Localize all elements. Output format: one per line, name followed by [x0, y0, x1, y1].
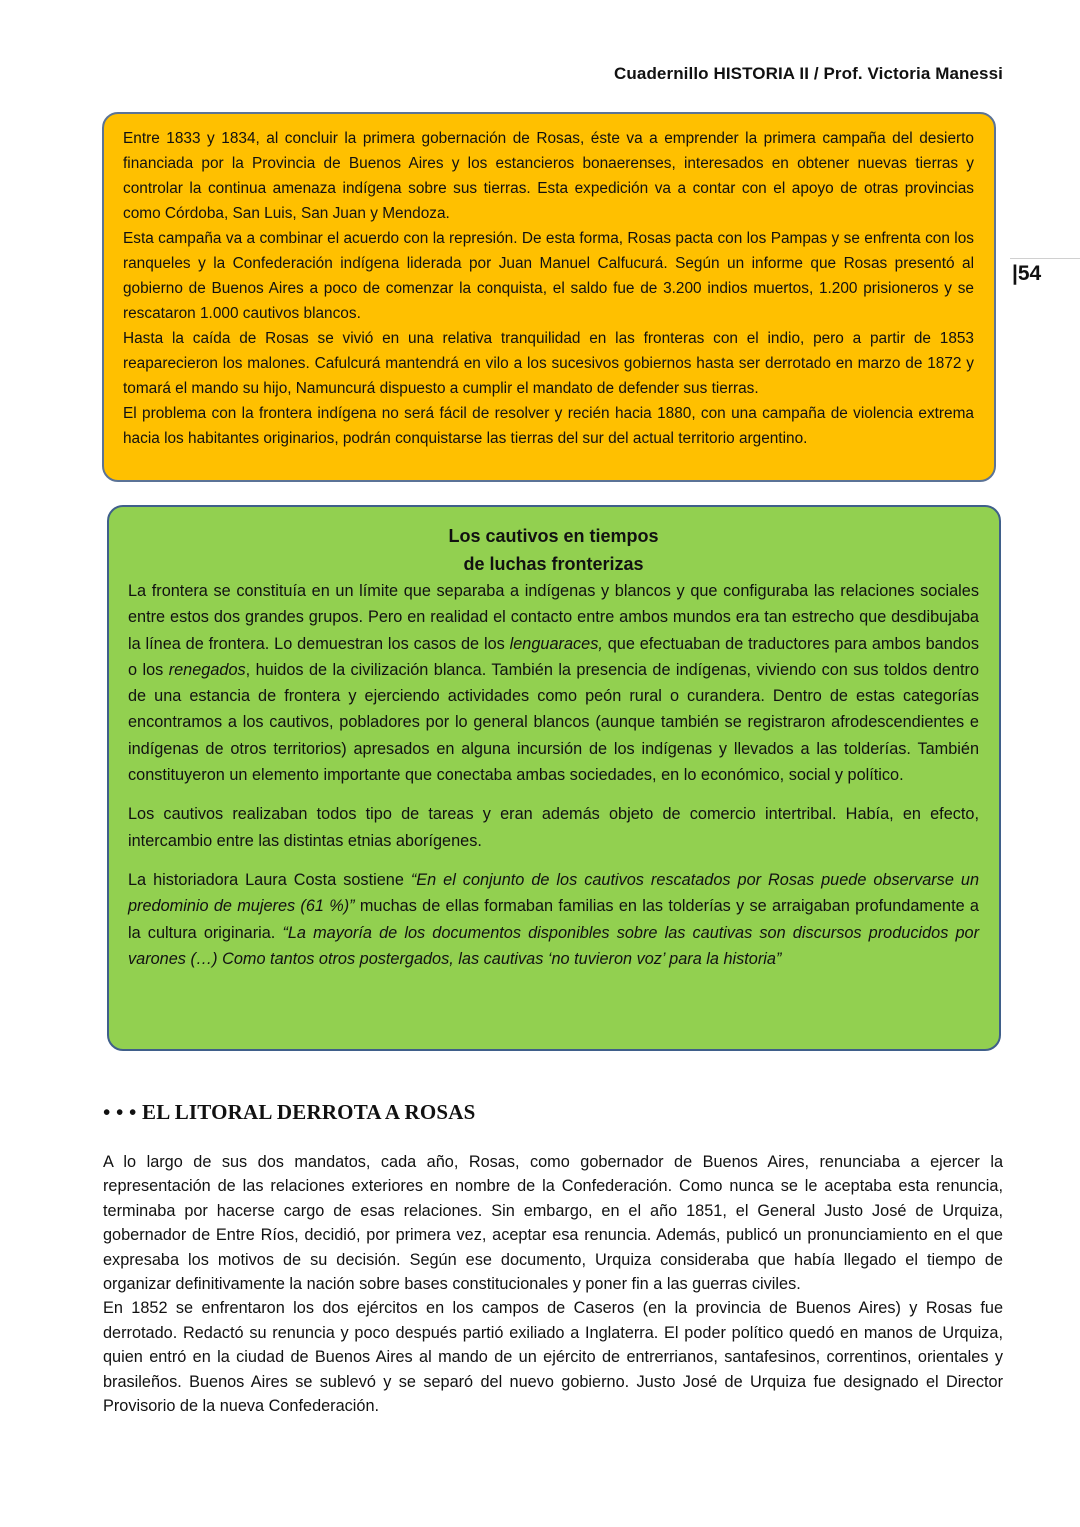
green-p3-quote-2: “La mayoría de los documentos disponibles sobre las cautivas son discursos producidos por varones (…) Como tantos otros postergados, las cautivas ‘no tuvieron voz’ para la historia”: [128, 923, 979, 968]
orange-paragraph-1: Entre 1833 y 1834, al concluir la primera gobernación de Rosas, éste va a emprender la primera campaña del desierto financiada por la Provincia de Buenos Aires y los estancieros bonaerenses, interesados en obtener nuevas tierras y controlar la continua amenaza indígena sobre sus tierras. Esta expedición va a contar con el apoyo de otras provincias como Córdoba, San Luis, San Juan y Mendoza.: [123, 130, 974, 222]
green-info-box: [107, 505, 1001, 1051]
green-paragraph-1: [128, 578, 979, 788]
section-paragraph-1: A lo largo de sus dos mandatos, cada año, Rosas, como gobernador de Buenos Aires, renunciaba a ejercer la representación de las relaciones exteriores en nombre de la Confederación. Como nunca se le aceptaba esta renuncia, terminaba por hacerse cargo de esas relaciones. Sin embargo, en el año 1851, el General Justo José de Urquiza, gobernador de Entre Ríos, decidió, por primera vez, aceptar esa renuncia. Además, publicó un pronunciamiento en el que expresaba los motivos de su decisión. Según ese documento, Urquiza consideraba que había llegado el tiempo de organizar definitivamente la nación sobre bases constitucionales y poner fin a las guerras civiles.: [103, 1153, 1003, 1294]
orange-paragraph-3: Hasta la caída de Rosas se vivió en una relativa tranquilidad en las fronteras con el indio, pero a partir de 1853 reaparecieron los malones. Cafulcurá mantendrá en vilo a los sucesivos gobiernos hasta ser derrotado en marzo de 1872 y tomará el mando su hijo, Namuncurá dispuesto a cumplir el mandato de defender sus tierras.: [123, 330, 974, 397]
section-heading: • • • EL LITORAL DERROTA A ROSAS: [103, 1100, 476, 1124]
page-number: |54: [1012, 262, 1042, 285]
page-number-divider: [1010, 258, 1080, 259]
green-p1-text-a: La frontera se constituía en un límite que separaba a indígenas y blancos y que configuraba las relaciones sociales entre estos dos grandes grupos. Pero en realidad el contacto entre ambos mundos era tan estrecho que desdibujaba la línea de frontera. Lo demuestran los casos de los: [128, 582, 979, 653]
green-paragraph-2: Los cautivos realizaban todos tipo de tareas y eran además objeto de comercio intertribal. Había, en efecto, intercambio entre las distintas etnias aborígenes.: [128, 805, 979, 850]
document-header: Cuadernillo HISTORIA II / Prof. Victoria Manessi: [614, 64, 1003, 83]
green-p1-text-c: que efectuaban de traductores para ambos bandos o los: [128, 634, 980, 679]
green-box-title: [128, 522, 979, 578]
orange-paragraph-2: Esta campaña va a combinar el acuerdo con la represión. De esta forma, Rosas pacta con los Pampas y se enfrenta con los ranqueles y la Confederación indígena liderada por Juan Manuel Calfucurá. Según un informe que Rosas presentó al gobierno de Buenos Aires a poco de comenzar la conquista, el saldo fue de 3.200 indios muertos, 1.200 prisioneros y se rescataron 1.000 cautivos blancos.: [123, 230, 974, 322]
green-p1-term-renegados: renegados: [168, 660, 246, 679]
green-p3-text-a: La historiadora Laura Costa sostiene: [128, 870, 411, 889]
green-box-title-line-1: Los cautivos en tiempos: [448, 526, 659, 546]
green-box-title-line-2: de luchas fronterizas: [463, 554, 644, 574]
section-paragraph-2: En 1852 se enfrentaron los dos ejércitos en los campos de Caseros (en la provincia de Buenos Aires) y Rosas fue derrotado. Redactó su renuncia y poco después partió exiliado a Inglaterra. El poder político quedó en manos de Urquiza, quien entró en la ciudad de Buenos Aires al mando de un ejército de entrerrianos, santafesinos, correntinos, orientales y brasileños. Buenos Aires se sublevó y se separó del nuevo gobierno. Justo José de Urquiza fue designado el Director Provisorio de la nueva Confederación.: [103, 1299, 1003, 1416]
green-paragraph-3: [128, 867, 979, 972]
green-p1-term-lenguaraces: lenguaraces,: [509, 634, 603, 653]
orange-info-box: [102, 112, 996, 482]
green-p1-text-e: , huidos de la civilización blanca. También la presencia de indígenas, viviendo con sus toldos dentro de una estancia de frontera y ejerciendo actividades como peón rural o curandera. Dentro de estas categorías encontramos a los cautivos, pobladores por lo general blancos (aunque también se registraron afrodescendientes e indígenas de otros territorios) apresados en alguna incursión de los indígenas y llevados a las tolderías. También constituyeron un elemento importante que conectaba ambas sociedades, en lo económico, social y político.: [128, 660, 979, 785]
green-p3-text-c: muchas de ellas formaban familias en las tolderías y se arraigaban profundamente a la cultura originaria.: [128, 897, 979, 942]
orange-paragraph-4: El problema con la frontera indígena no será fácil de resolver y recién hacia 1880, con una campaña de violencia extrema hacia los habitantes originarios, podrán conquistarse las tierras del sur del actual territorio argentino.: [123, 405, 974, 447]
green-p3-quote-1: “En el conjunto de los cautivos rescatados por Rosas puede observarse un predominio de mujeres (61 %)”: [128, 870, 979, 916]
litoral-section: [103, 1100, 1003, 1418]
